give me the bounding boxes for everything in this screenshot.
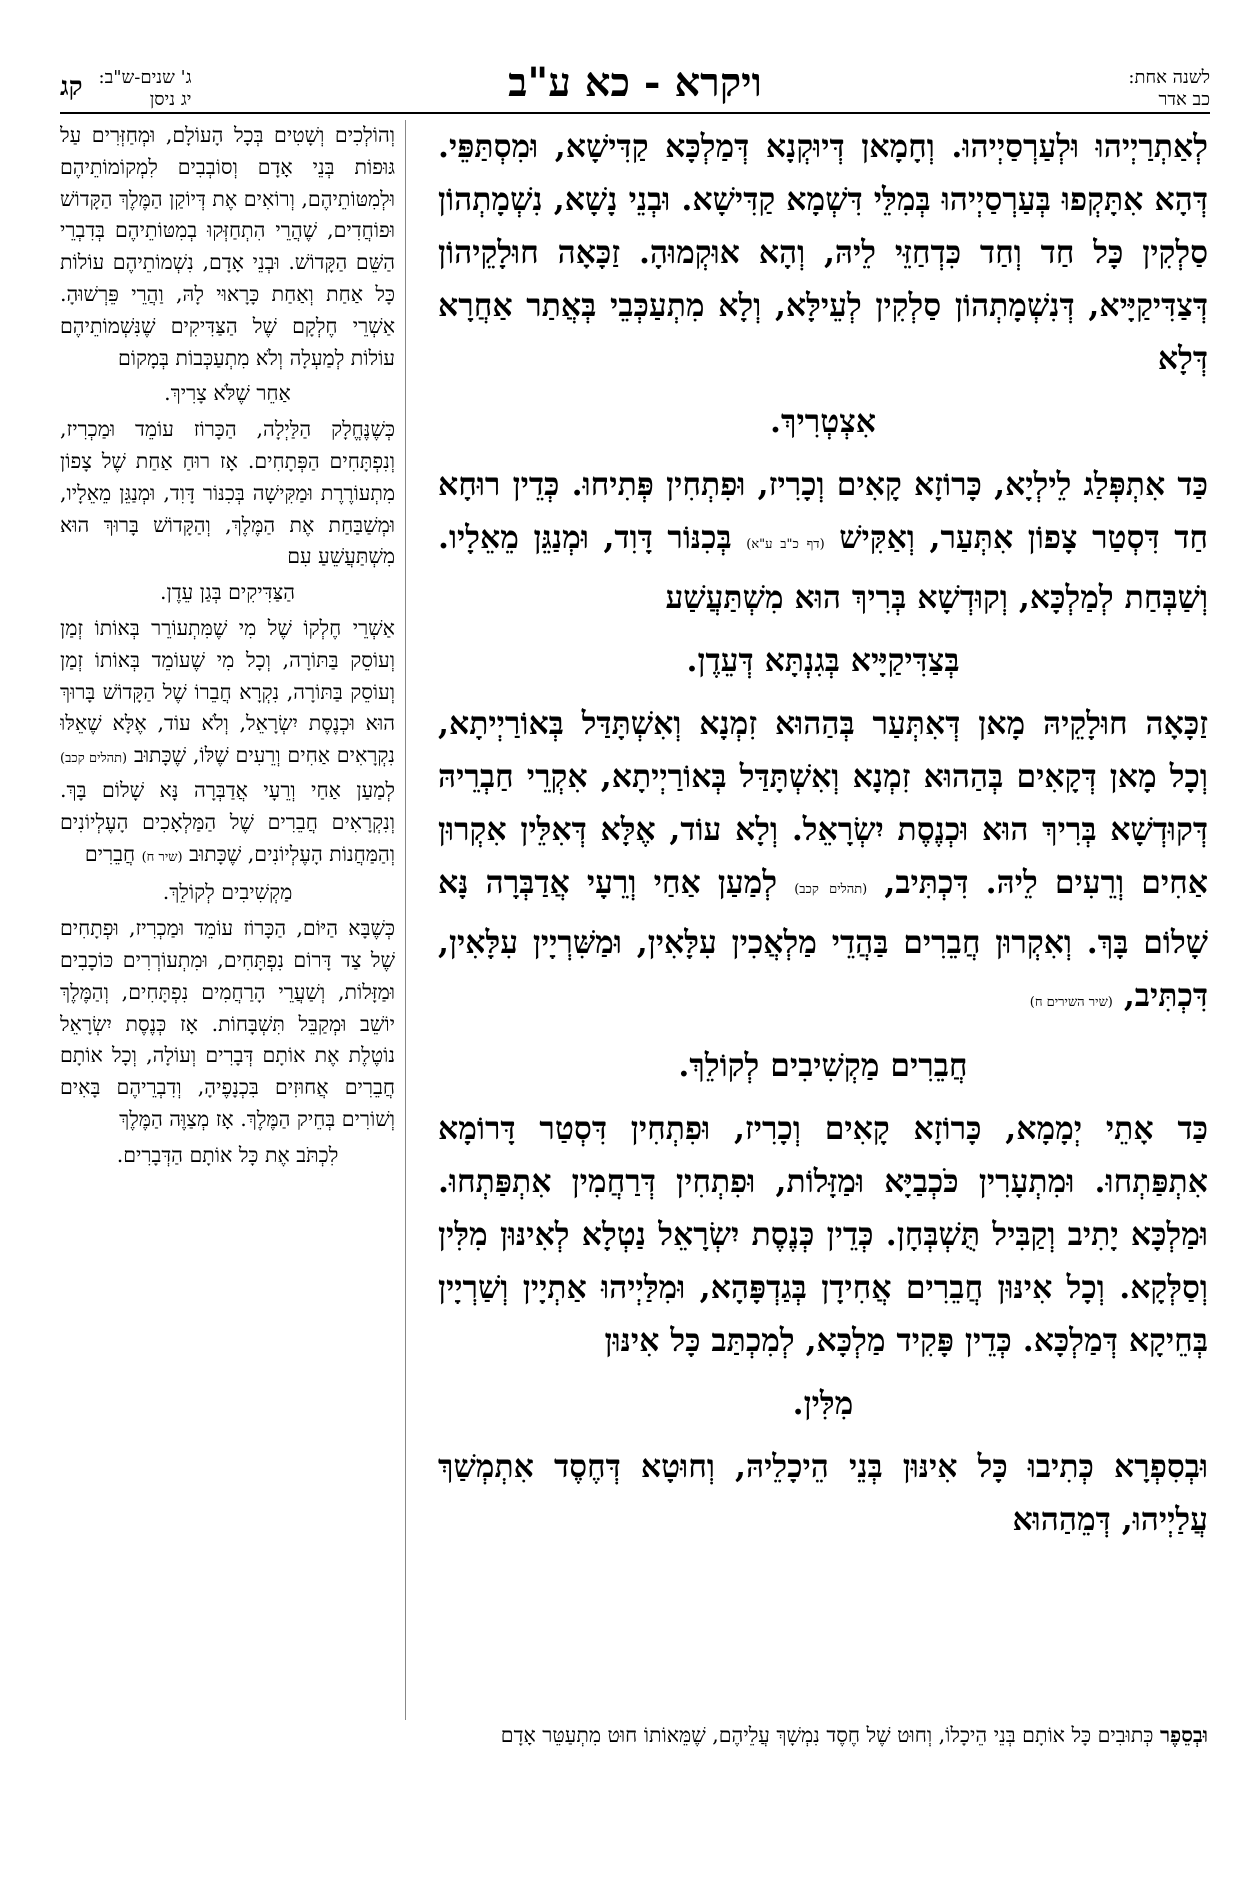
main-paragraph-1: לְאַתְרַיְיהוּ וּלְעַרְסַיְיהוּ. וְחָמָאן דְּיוּקְנָא דְּמַלְכָּא קַדִּישָׁא, וּמִסְתַּפֵּי. דְּהָא אִתָּקְפוּ בְּעַרְסַיְיהוּ בְּמִלֵּי דִּשְׁמָא קַדִּישָׁא. וּבְנֵי נָשָׁא, נִשְׁמָתְהוֹן סַלְקִין כָּל חַד וְחַד כִּדְחַזֵּי לֵיהּ, וְהָא אוּקְמוּהָ. זַכָּאָה חוּלָקֵיהוֹן דְּצַדִּיקַיָּיא, דְּנִשְׁמָתְהוֹן סַלְקִין לְעֵילָּא, וְלָא מִתְעַכְּבֵי בְּאֲתַר אַחֲרָא דְּלָא [438,128,1208,377]
side-paragraph-3: אַשְׁרֵי חֶלְקוֹ שֶׁל מִי שֶׁמִּתְעוֹרֵר בְּאוֹתוֹ זְמַן וְעוֹסֵק בַּתּוֹרָה, וְכָל מִי שֶׁעוֹמֵד בְּאוֹתוֹ זְמַן וְעוֹסֵק בַּתּוֹרָה, נִקְרָא חֲבֵרוֹ שֶׁל הַקָּדוֹשׁ בָּרוּךְ הוּא וּכְנֶסֶת יִשְׂרָאֵל, וְלֹא עוֹד, אֶלָּא שֶׁאֵלּוּ נִקְרָאִים אַחִים וְרֵעִים שֶׁלּוֹ, שֶׁכָּתוּב (תהלים קכב) לְמַעַן אַחַי וְרֵעָי אֲדַבְּרָה נָּא שָׁלוֹם בָּךְ. וְנִקְרָאִים חֲבֵרִים שֶׁל הַמַּלְאָכִים הָעֶלְיוֹנִים וְהַמַּחֲנוֹת הָעֶלְיוֹנִים, שֶׁכָּתוּב (שיר ח) חֲבֵרִים [60,615,395,866]
main-paragraph-5: וּבְסִפְרָא כְּתִיבוּ כָּל אִינּוּן בְּנֵי הֵיכָלֵיהּ, וְחוּטָא דְּחֶסֶד אִתְמְשַׁךְ עֲלַיְיהוּ, דְּמֵהַהוּא [438,1448,1208,1538]
three-year-date: יג ניסן [149,89,192,110]
main-paragraph-2-end: בְּצַדִּיקַיָּיא בְּגִנְתָּא דְּעֵדֶן. [686,642,960,679]
side-paragraph-2-end: הַצַּדִּיקִים בְּגַן עֵדֶן. [159,580,295,605]
side-citation-song: (שיר ח) [141,849,183,865]
page-header [60,55,1210,115]
one-year-date: כב אדר [1158,89,1210,110]
three-year-schedule [60,67,192,111]
side-paragraph-4: כְּשֶׁבָּא הַיּוֹם, הַכָּרוֹז עוֹמֵד וּמַכְרִיז, וּפְתָחִים שֶׁל צַד דָּרוֹם נִפְתָּחִים, וּמִתְעוֹרְרִים כּוֹכָבִים וּמַזָּלוֹת, וְשַׁעֲרֵי הָרַחֲמִים נִפְתָּחִים, וְהַמֶּלֶךְ יוֹשֵׁב וּמְקַבֵּל תִּשְׁבָּחוֹת. אָז כְּנֶסֶת יִשְׂרָאֵל נוֹטֶלֶת אֶת אוֹתָם דְּבָרִים וְעוֹלָה, וְכָל אוֹתָם חֲבֵרִים אֲחוּזִים בִּכְנָפֶיהָ, וְדִבְרֵיהֶם בָּאִים וְשׁוֹרִים בְּחֵיק הַמֶּלֶךְ. אָז מְצַוֶּה הַמֶּלֶךְ [60,916,395,1131]
footer-translation-line [60,1720,1208,1750]
page-title: ויקרא - כא ע"ב [508,59,762,106]
one-year-label: לשנה אחת: [1128,67,1210,88]
header-rule [60,112,1210,114]
main-paragraph-1-end: אִצְטְרִיךְ. [770,403,876,440]
side-citation-psalms: (תהלים קכב) [60,751,128,767]
verse-citation-psalms: (תהלים קכב) [794,882,868,897]
main-paragraph-3-end: חֲבֵרִים מַקְשִׁיבִים לְקוֹלֵךְ. [678,1047,968,1084]
page-reference: (דף כ"ב ע"א) [746,537,825,552]
main-paragraph-3: זַכָּאָה חוּלָקֵיהּ מָאן דְּאִתְּעַר בְּהַהוּא זִמְנָא וְאִשְׁתָּדַּל בְּאוֹרַיְיתָא, וְכָל מָאן דְּקָאִים בְּהַהוּא זִמְנָא וְאִשְׁתָּדַּל בְּאוֹרַיְיתָא, אִקְרֵי חַבְרֵיהּ דְּקוּדְשָׁא בְּרִיךְ הוּא וּכְנֶסֶת יִשְׂרָאֵל. וְלָא עוֹד, אֶלָּא דְּאִלֵּין אִקְרוּן אַחִים וְרֵעִים לֵיהּ. דִּכְתִּיב, (תהלים קכב) לְמַעַן אַחַי וְרֵעָי אֲדַבְּרָה נָּא שָׁלוֹם בָּךְ. וְאִקְרוּן חֲבֵרִים בַּהֲדֵי מַלְאֲכִין עִלָּאִין, וּמַשִּׁרְיָין עִלָּאִין, דִּכְתִּיב, (שיר השירים ח) [438,705,1208,1014]
three-year-label: ג' שנים-ש"ב: [98,67,192,88]
footer-lead-word: וּבְסֵפֶר [1159,1723,1208,1747]
main-paragraph-2: כַּד אִתְפְּלַג לֵילְיָא, כָּרוֹזָא קָאִים וְכָרִיז, וּפִתְחִין פְּתִיחוּ. כְּדֵין רוּחָא חַד דִּסְטַר צָפוֹן אִתְּעַר, וְאַקִּישׁ (דף כ"ב ע"א) בְּכִנּוֹר דָּוִד, וּמְנַגֵּן מֵאֵלָיו. וְשַׁבְּחַת לְמַלְכָּא, וְקוּדְשָׁא בְּרִיךְ הוּא מִשְׁתַּעֲשַׁע [438,466,1208,616]
main-paragraph-4-end: מִלִּין. [792,1385,854,1422]
page-number: קג [60,72,83,102]
hebrew-translation-column [60,120,395,1730]
aramaic-text-column [438,120,1208,1690]
side-paragraph-4-end: לִכְתֹּב אֶת כָּל אוֹתָם הַדְּבָרִים. [116,1142,339,1167]
verse-citation-song: (שיר השירים ח) [1029,995,1113,1010]
side-paragraph-1-end: אַחֵר שֶׁלֹּא צָרִיךְ. [164,381,291,406]
side-paragraph-1: וְהוֹלְכִים וְשָׁטִים בְּכָל הָעוֹלָם, וּמְחַזְּרִים עַל גּוּפוֹת בְּנֵי אָדָם וְסוֹבְבִים לִמְקוֹמוֹתֵיהֶם וּלְמִטּוֹתֵיהֶם, וְרוֹאִים אֶת דְּיוֹקַן הַמֶּלֶךְ הַקָּדוֹשׁ וּפוֹחֲדִים, שֶׁהֲרֵי הִתְחַזְּקוּ בְמִטּוֹתֵיהֶם בְּדִבְרֵי הַשֵּׁם הַקָּדוֹשׁ. וּבְנֵי אָדָם, נִשְׁמוֹתֵיהֶם עוֹלוֹת כָּל אַחַת וְאַחַת כָּרָאוּי לָהּ, וַהֲרֵי פֵּרְשׁוּהָ. אַשְׁרֵי חֶלְקָם שֶׁל הַצַּדִּיקִים שֶׁנִּשְׁמוֹתֵיהֶם עוֹלוֹת לְמַעְלָה וְלֹא מִתְעַכְּבוֹת בְּמָקוֹם [60,123,395,370]
side-paragraph-3-end: מַקְשִׁיבִים לְקוֹלֵךְ. [162,880,293,905]
main-paragraph-4: כַּד אָתֵי יְמָמָא, כָּרוֹזָא קָאִים וְכָרִיז, וּפִתְחִין דִּסְטַר דָּרוֹמָא אִתְפַּתְחוּ. וּמִתְעָרִין כֹּכְבַיָּא וּמַזָּלוֹת, וּפִתְחִין דְּרַחֲמִין אִתְפַּתְחוּ. וּמַלְכָּא יָתִיב וְקַבִּיל תֻּשְׁבְּחָן. כְּדֵין כְּנֶסֶת יִשְׂרָאֵל נַטְלָא לְאִינּוּן מִלִּין וְסַלְּקָא. וְכָל אִינּוּן חֲבֵרִים אֲחִידָן בְּגַדְפָּהָא, וּמִלַּיְיהוּ אַתְיָין וְשַׁרְיָין בְּחֵיקָא דְּמַלְכָּא. כְּדֵין פָּקִיד מַלְכָּא, לְמִכְתַּב כָּל אִינּוּן [438,1110,1208,1359]
side-paragraph-2: כְּשֶׁנֶּחֱלָק הַלַּיְלָה, הַכָּרוֹז עוֹמֵד וּמַכְרִיז, וְנִפְתָּחִים הַפְּתָחִים. אָז רוּחַ אַחַת שֶׁל צָפוֹן מִתְעוֹרֶרֶת וּמַקִּישָׁה בְּכִנּוֹר דָּוִד, וּמְנַגֵּן מֵאֵלָיו, וּמְשַׁבַּחַת אֶת הַמֶּלֶךְ, וְהַקָּדוֹשׁ בָּרוּךְ הוּא מִשְׁתַּעֲשֵׁעַ עִם [60,417,395,569]
footer-text: כְּתוּבִים כָּל אוֹתָם בְּנֵי הֵיכָלוֹ, וְחוּט שֶׁל חֶסֶד נִמְשָׁךְ עֲלֵיהֶם, שֶׁמֵּאוֹתוֹ חוּט מִתְעַטֵּר אָדָם [500,1723,1154,1747]
column-divider [405,120,406,1720]
